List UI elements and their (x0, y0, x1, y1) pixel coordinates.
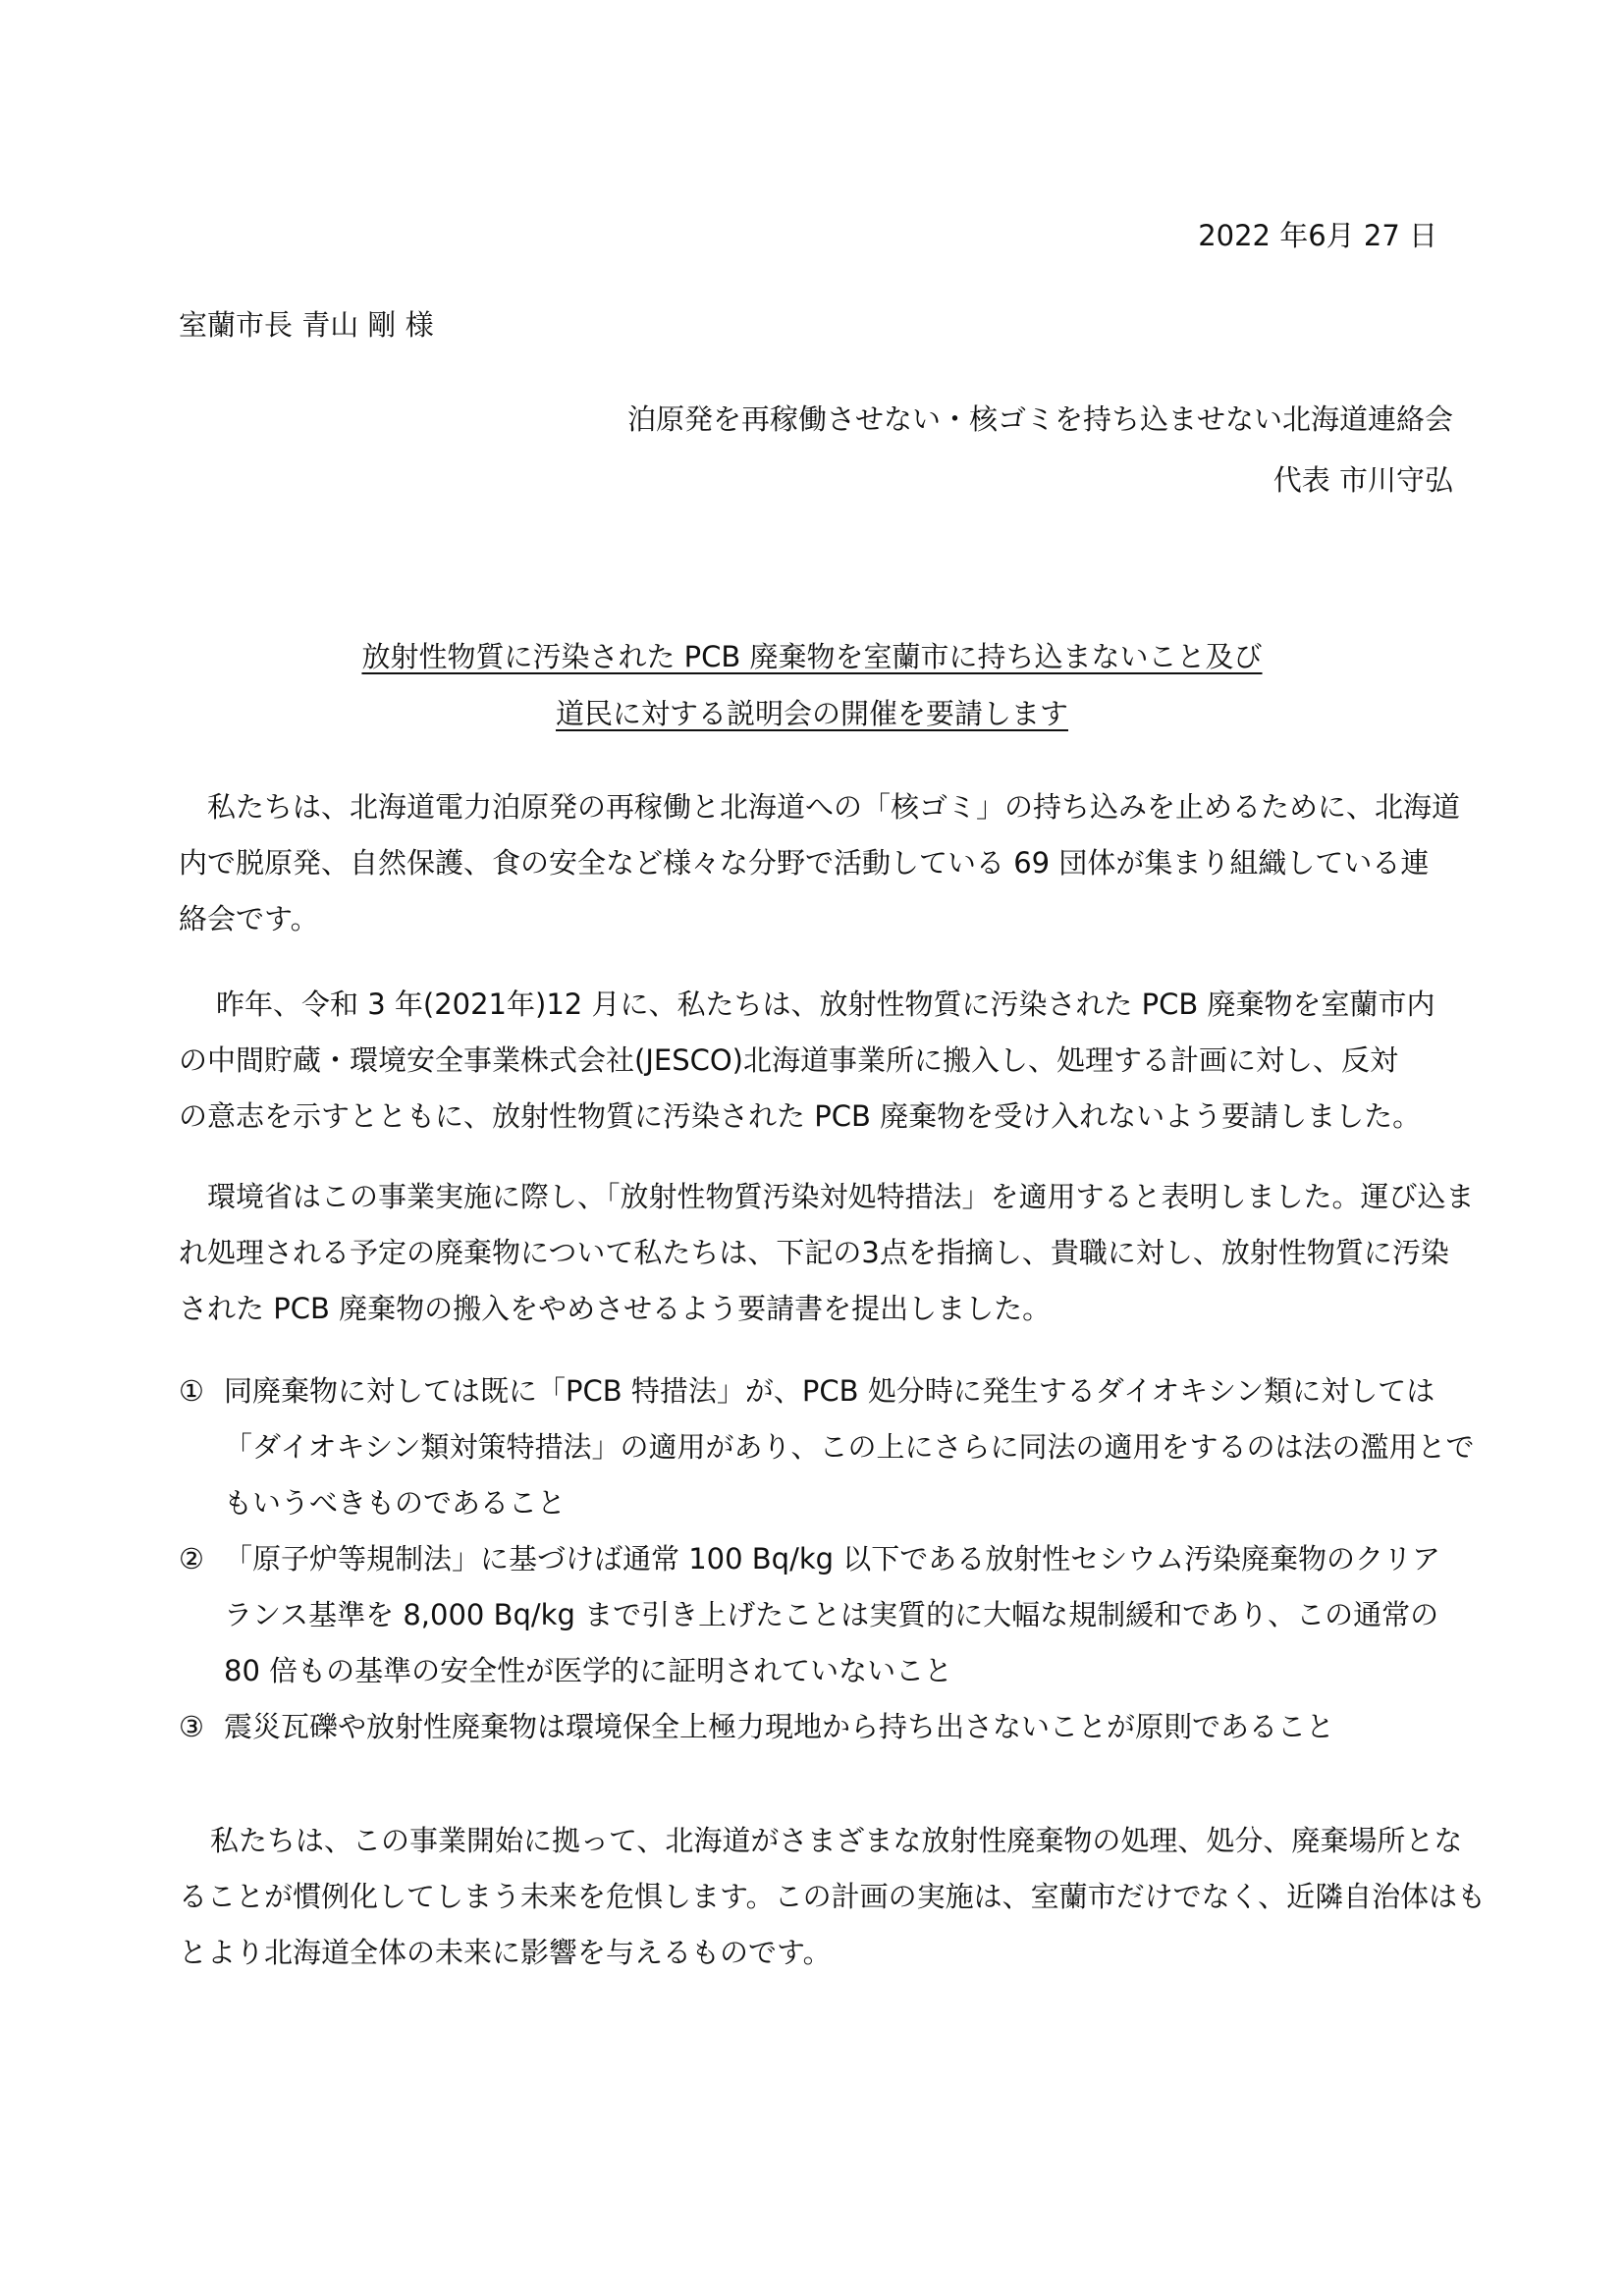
paragraph-line: 絡会です。 (179, 902, 319, 935)
list-item-line: 震災瓦礫や放射性廃棄物は環境保全上極力現地から持ち出さないことが原則であること (224, 1710, 1335, 1743)
paragraph-introduction (179, 787, 1461, 955)
paragraph-line: 内で脱原発、自然保護、食の安全など様々な分野で活動している 69 団体が集まり組織している連 (179, 846, 1430, 880)
paragraph-line: れ処理される予定の廃棄物について私たちは、下記の3点を指摘し、貴職に対し、放射性物質に汚染 (179, 1236, 1449, 1269)
sender-representative: 代表 市川守弘 (1272, 463, 1453, 497)
list-item-line: 同廃棄物に対しては既に「PCB 特措法」が、PCB 処分時に発生するダイオキシン類に対しては (224, 1374, 1435, 1408)
list-marker: ② (179, 1542, 204, 1575)
paragraph-background (179, 985, 1455, 1152)
list-item-line: もいうべきものであること (224, 1486, 567, 1520)
document-date: 2022 年6月 27 日 (1198, 219, 1437, 252)
paragraph-line: 私たちは、この事業開始に拠って、北海道がさまざまな放射性廃棄物の処理、処分、廃棄場所とな (210, 1824, 1463, 1857)
list-marker: ③ (179, 1710, 204, 1743)
document-title-line-1 (0, 635, 1624, 675)
paragraph-line: の中間貯蔵・環境安全事業株式会社(JESCO)北海道事業所に搬入し、処理する計画に対し、反対 (179, 1043, 1398, 1077)
paragraph-line: 昨年、令和 3 年(2021年)12 月に、私たちは、放射性物質に汚染された PCB 廃棄物を室蘭市内 (216, 988, 1435, 1021)
list-item (179, 1707, 1475, 1763)
list-item (179, 1371, 1475, 1539)
list-marker: ① (179, 1374, 204, 1408)
document-title-line-2 (0, 692, 1624, 732)
paragraph-line: 環境省はこの事業実施に際し、「放射性物質汚染対処特措法」を適用すると表明しました。運び込ま (207, 1180, 1475, 1213)
paragraph-line: ることが慣例化してしまう未来を危惧します。この計画の実施は、室蘭市だけでなく、近隣自治体はも (179, 1880, 1487, 1913)
paragraph-line: 私たちは、北海道電力泊原発の再稼働と北海道への「核ゴミ」の持ち込みを止めるために、北海道 (207, 790, 1461, 824)
title-text-1: 放射性物質に汚染された PCB 廃棄物を室蘭市に持ち込まないこと及び (361, 640, 1263, 673)
paragraph-closing (179, 1821, 1487, 1989)
list-item-line: 「原子炉等規制法」に基づけば通常 100 Bq/kg 以下である放射性セシウム汚染廃棄物のクリア (224, 1542, 1440, 1575)
title-text-2: 道民に対する説明会の開催を要請します (555, 697, 1068, 730)
paragraph-line: の意志を示すとともに、放射性物質に汚染された PCB 廃棄物を受け入れないよう要請しました。 (179, 1099, 1422, 1133)
paragraph-ministry (179, 1177, 1475, 1345)
recipient-line: 室蘭市長 青山 剛 様 (179, 308, 434, 342)
list-item-line: ランス基準を 8,000 Bq/kg まで引き上げたことは実質的に大幅な規制緩和であり、この通常の (224, 1598, 1439, 1631)
list-item (179, 1539, 1475, 1707)
list-item-line: 「ダイオキシン類対策特措法」の適用があり、この上にさらに同法の適用をするのは法の濫用とで (224, 1430, 1475, 1464)
paragraph-line: された PCB 廃棄物の搬入をやめさせるよう要請書を提出しました。 (179, 1292, 1052, 1325)
points-list (179, 1371, 1475, 1763)
list-item-line: 80 倍もの基準の安全性が医学的に証明されていないこと (224, 1654, 953, 1687)
paragraph-line: とより北海道全体の未来に影響を与えるものです。 (179, 1936, 832, 1969)
sender-organization: 泊原発を再稼働させない・核ゴミを持ち込ませない北海道連絡会 (626, 402, 1453, 436)
